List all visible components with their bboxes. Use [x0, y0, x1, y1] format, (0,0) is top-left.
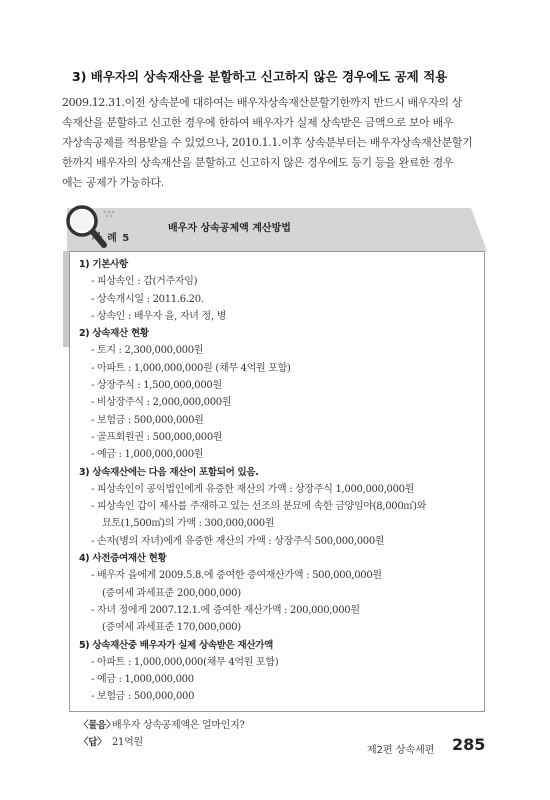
- case-section-heading: 4) 사전증여재산 현황: [79, 553, 167, 565]
- question-text: 배우자 상속공제액은 얼마인지?: [112, 719, 245, 731]
- section-heading: 3) 배우자의 상속재산을 분할하고 신고하지 않은 경우에도 공제 적용: [72, 69, 448, 84]
- case-line-item: - 피상속인 : 갑(거주자임): [91, 276, 198, 288]
- footer-section-label: 제2편 상속세편: [367, 745, 435, 756]
- answer-label: 〈답〉: [79, 737, 107, 749]
- paragraph-line: 에는 공제가 가능하다.: [62, 176, 164, 189]
- case-line-item: - 골프회원권 : 500,000,000원: [91, 431, 223, 443]
- case-line-item: - 보험금 : 500,000,000원: [91, 414, 204, 426]
- case-section-heading: 5) 상속재산중 배우자가 실제 상속받은 재산가액: [79, 639, 274, 651]
- case-line-item: - 아파트 : 1,000,000,000원 (채무 4억원 포함): [91, 362, 291, 374]
- case-line-item: - 피상속인이 공익법인에게 유증한 재산의 가액 : 상장주식 1,000,000,000원: [91, 483, 415, 495]
- case-section-heading: 2) 상속재산 현황: [79, 328, 149, 340]
- case-section-heading: 3) 상속재산에는 다음 재산이 포함되어 있음.: [79, 466, 259, 478]
- question-line: [79, 717, 426, 734]
- case-section-heading: 1) 기본사항: [79, 259, 128, 270]
- case-line-item: - 손자(병의 자녀)에게 유증한 재산의 가액 : 상장주식 500,000,000원: [91, 535, 385, 547]
- case-content: [79, 256, 426, 751]
- case-line-item: - 상속개시일 : 2011.6.20.: [91, 293, 204, 305]
- case-line-item: - 자녀 정에게 2007.12.1.에 증여한 재산가액 : 200,000,000원: [91, 604, 360, 616]
- case-line-item: - 예금 : 1,000,000,000원: [91, 449, 204, 461]
- case-line-item: - 보험금 : 500,000,000: [91, 691, 195, 703]
- case-line-item: - 피상속인 갑이 제사를 주재하고 있는 선조의 분묘에 속한 금양임야(8,000㎡)와: [91, 501, 427, 513]
- case-line-item: - 비상장주식 : 2,000,000,000원: [91, 397, 232, 409]
- paragraph-line: 2009.12.31.이전 상속분에 대하여는 배우자상속재산분할기한까지 반드시 배우자의 상: [62, 96, 463, 109]
- answer-text: 21억원: [112, 737, 143, 749]
- paragraph-line: 한까지 배우자의 상속재산을 분할하고 신고하지 않은 경우에도 등기 등을 완료한 경우: [62, 156, 454, 169]
- paragraph-line: 속재산을 분할하고 신고한 경우에 한하여 배우자가 실제 상속받은 금액으로 보아 배우: [62, 116, 454, 129]
- case-line-item: - 아파트 : 1,000,000,000(채무 4억원 포함): [91, 656, 279, 668]
- case-line-item: - 상장주식 : 1,500,000,000원: [91, 380, 222, 392]
- page-number: 285: [452, 735, 486, 754]
- case-label: 사 례 5: [92, 233, 131, 244]
- case-line-item: (증여세 과세표준 200,000,000): [102, 587, 241, 599]
- question-label: 〈물음〉: [79, 719, 116, 731]
- case-line-item: (증여세 과세표준 170,000,000): [102, 622, 241, 634]
- case-line-item: - 예금 : 1,000,000,000: [91, 674, 194, 686]
- case-line-item: - 배우자 을에게 2009.5.8.에 증여한 증여재산가액 : 500,000,000원: [91, 570, 382, 582]
- case-line-item: 묘토(1,500㎡)의 가액 : 300,000,000원: [102, 518, 275, 530]
- case-title: 배우자 상속공제액 계산방법: [168, 223, 291, 234]
- section-paragraph: [62, 93, 494, 193]
- paragraph-line: 자상속공제를 적용받을 수 있었으나, 2010.1.1.이후 상속분부터는 배우자상속재산분할기: [62, 136, 473, 149]
- magnifier-icon: [60, 200, 116, 252]
- case-line-item: - 토지 : 2,300,000,000원: [91, 345, 204, 357]
- case-line-item: - 상속인 : 배우자 을, 자녀 정, 병: [91, 310, 227, 322]
